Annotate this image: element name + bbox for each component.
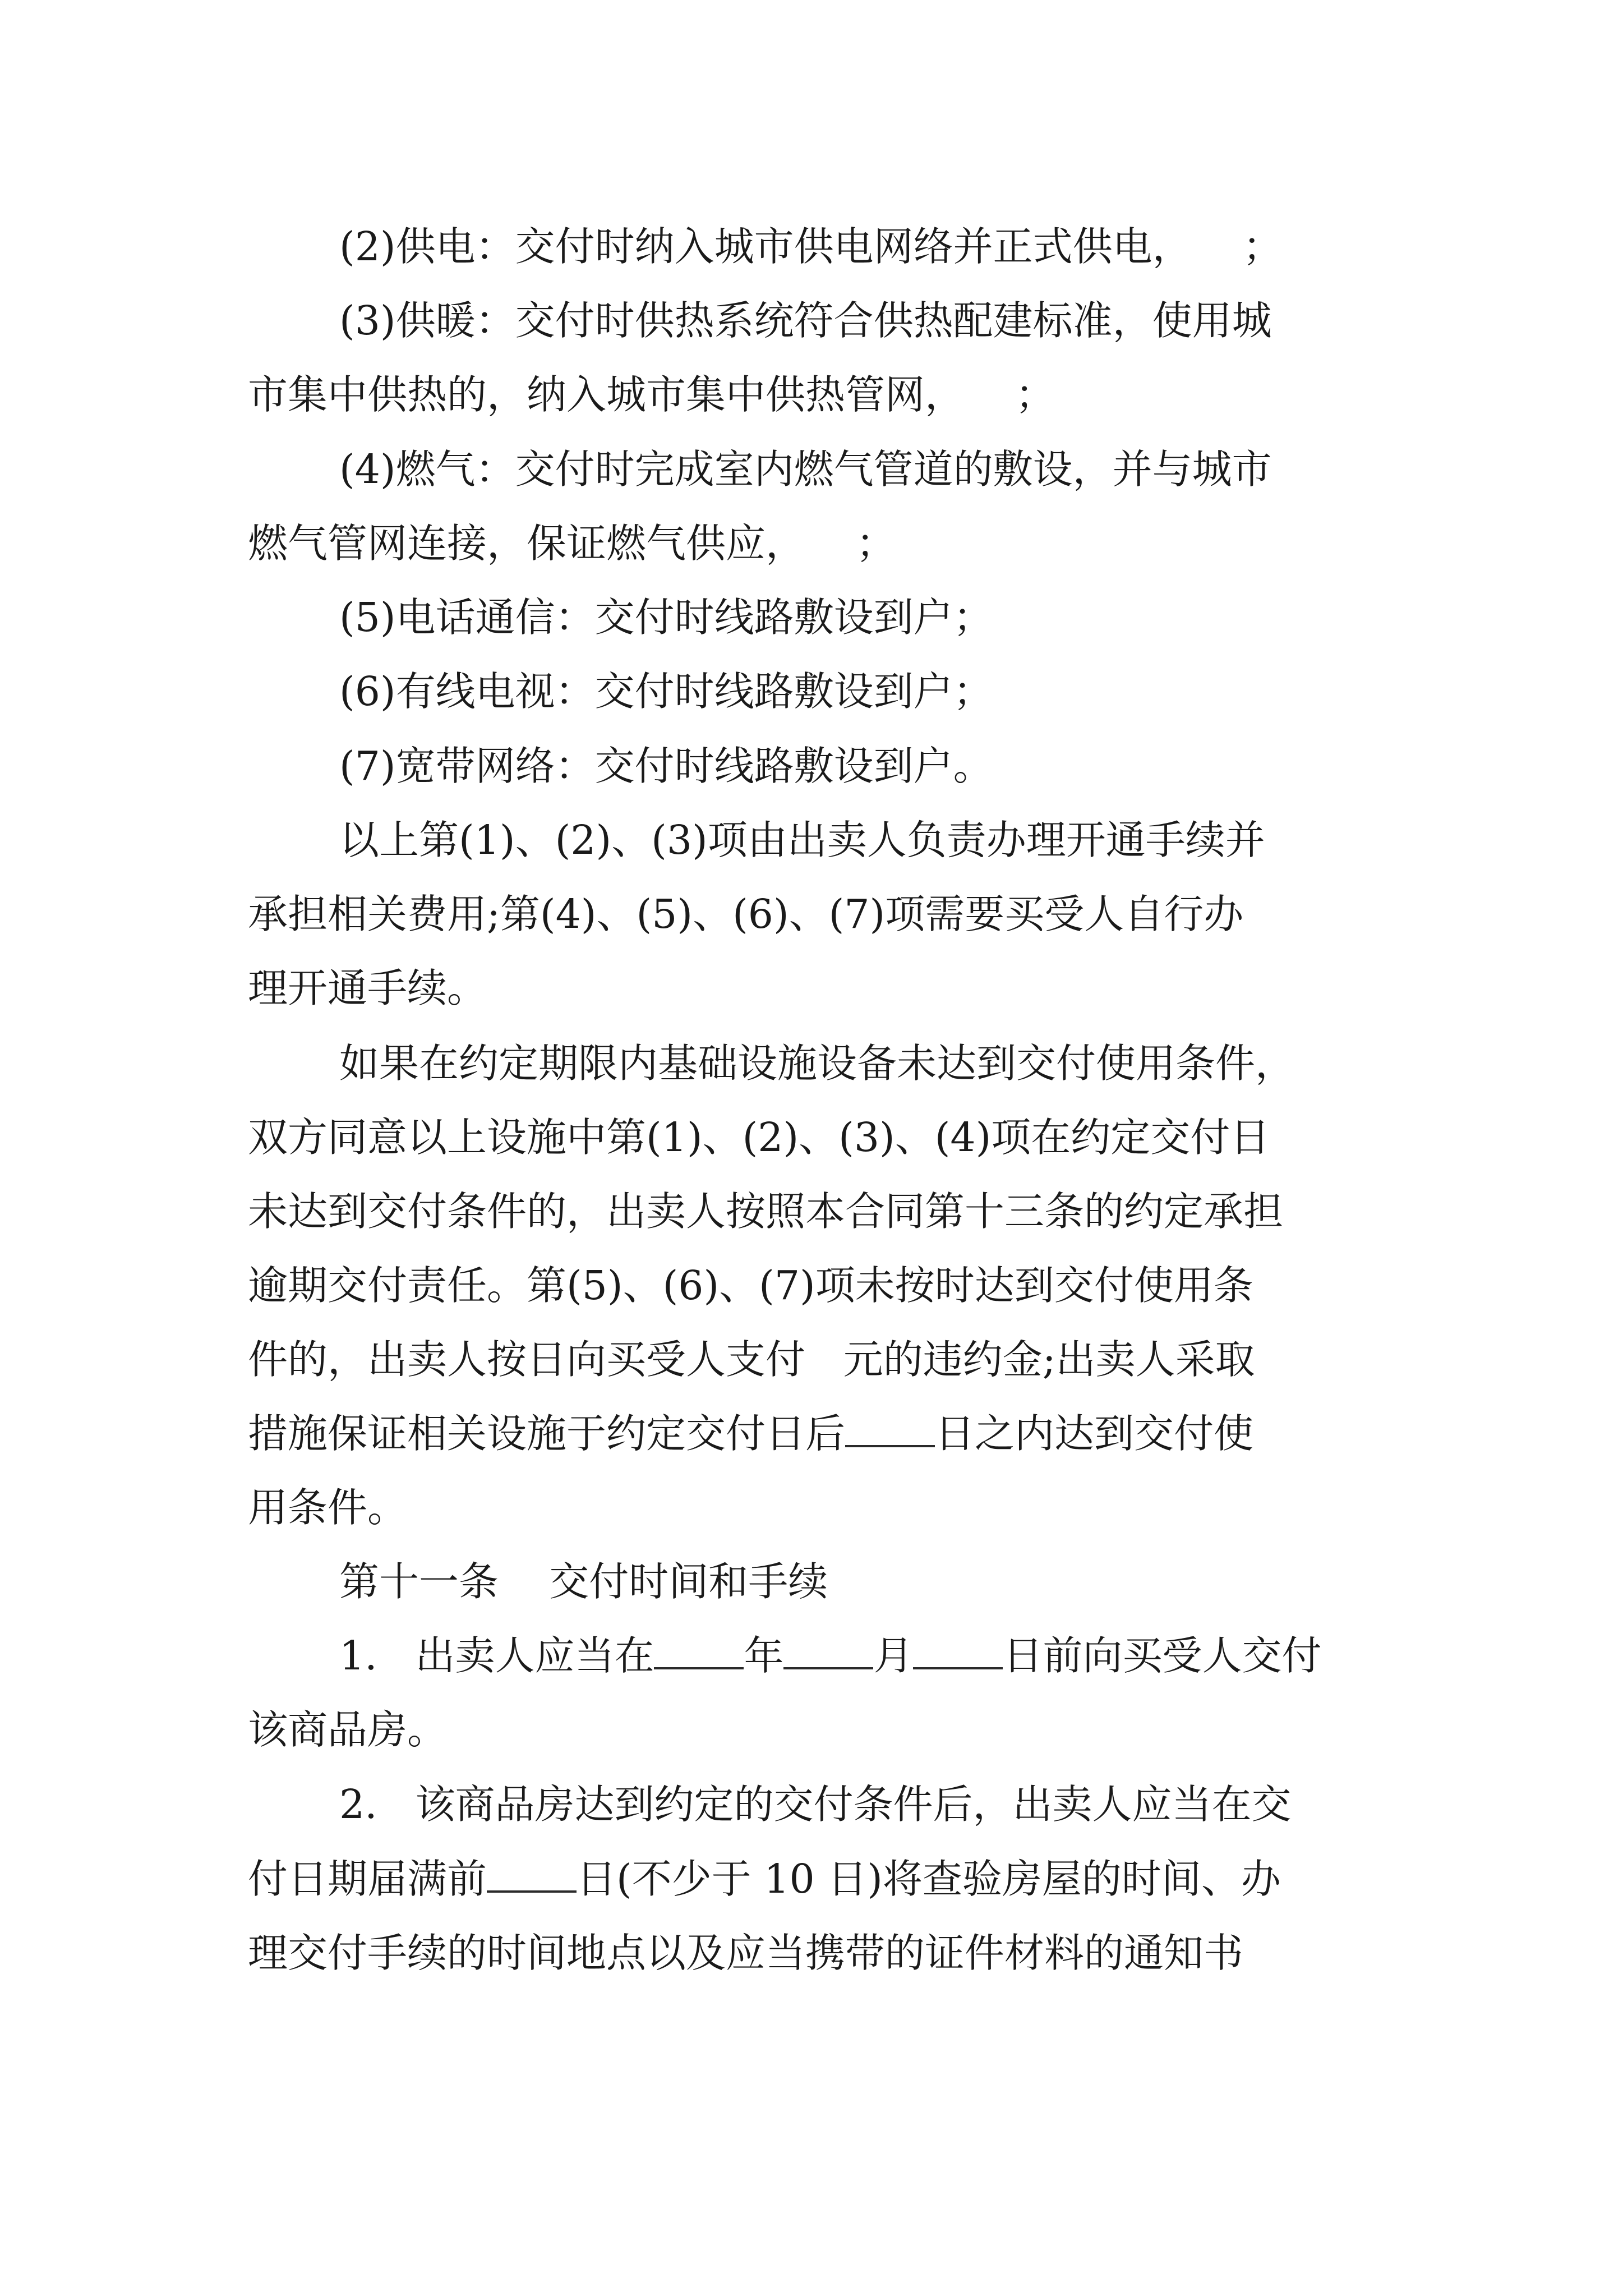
paragraph-line: (2)供电：交付时纳入城市供电网络并正式供电， ； bbox=[339, 223, 1283, 270]
paragraph-line: (4)燃气：交付时完成室内燃气管道的敷设，并与城市 bbox=[339, 446, 1272, 493]
paragraph-line: 理开通手续。 bbox=[248, 965, 487, 1011]
fill-in-blank bbox=[845, 1410, 935, 1447]
paragraph-line: 如果在约定期限内基础设施设备未达到交付使用条件， bbox=[339, 1040, 1295, 1087]
line-text: 月 bbox=[873, 1632, 914, 1679]
paragraph-line: 2. 该商品房达到约定的交付条件后，出卖人应当在交 bbox=[339, 1781, 1292, 1828]
fill-in-blank bbox=[783, 1632, 873, 1669]
paragraph-line: 承担相关费用;第(4)、(5)、(6)、(7)项需要买受人自行办 bbox=[248, 891, 1244, 937]
paragraph-line: 件的，出卖人按日向买受人支付 元的违约金;出卖人采取 bbox=[248, 1336, 1255, 1383]
paragraph-line: (6)有线电视：交付时线路敷设到户； bbox=[339, 668, 993, 715]
line-text: 措施保证相关设施于约定交付日后 bbox=[248, 1410, 846, 1457]
paragraph-line: (3)供暖：交付时供热系统符合供热配建标准，使用城 bbox=[339, 297, 1272, 344]
paragraph-line: 未达到交付条件的，出卖人按照本合同第十三条的约定承担 bbox=[248, 1188, 1284, 1235]
fill-in-blank bbox=[913, 1632, 1003, 1669]
line-text: 付日期届满前 bbox=[248, 1856, 487, 1902]
paragraph-line: 理交付手续的时间地点以及应当携带的证件材料的通知书 bbox=[248, 1930, 1244, 1976]
paragraph-line: 以上第(1)、(2)、(3)项由出卖人负责办理开通手续并 bbox=[339, 817, 1265, 863]
paragraph-line: 燃气管网连接，保证燃气供应， ； bbox=[248, 520, 896, 567]
line-text: 日(不少于 10 日)将查验房屋的时间、办 bbox=[577, 1856, 1281, 1902]
line-text: 年 bbox=[744, 1632, 784, 1679]
paragraph-line: 市集中供热的，纳入城市集中供热管网， ； bbox=[248, 371, 1055, 418]
line-text: 日前向买受人交付 bbox=[1003, 1632, 1322, 1679]
paragraph-line: 用条件。 bbox=[248, 1484, 408, 1531]
paragraph-line: (7)宽带网络：交付时线路敷设到户。 bbox=[339, 743, 993, 789]
fill-in-blank bbox=[487, 1856, 577, 1893]
paragraph-line: 双方同意以上设施中第(1)、(2)、(3)、(4)项在约定交付日 bbox=[248, 1114, 1270, 1161]
line-text: 日之内达到交付使 bbox=[935, 1410, 1254, 1457]
paragraph-line bbox=[0, 1851, 1623, 1907]
paragraph-line bbox=[0, 1406, 1623, 1462]
fill-in-blank bbox=[654, 1632, 744, 1669]
section-heading: 第十一条 交付时间和手续 bbox=[339, 1558, 828, 1605]
paragraph-line: 逾期交付责任。第(5)、(6)、(7)项未按时达到交付使用条 bbox=[248, 1262, 1253, 1309]
paragraph-line: (5)电话通信：交付时线路敷设到户； bbox=[339, 594, 993, 641]
paragraph-line bbox=[0, 1628, 1623, 1684]
paragraph-line: 该商品房。 bbox=[248, 1706, 448, 1753]
line-text: 1. 出卖人应当在 bbox=[339, 1632, 654, 1679]
